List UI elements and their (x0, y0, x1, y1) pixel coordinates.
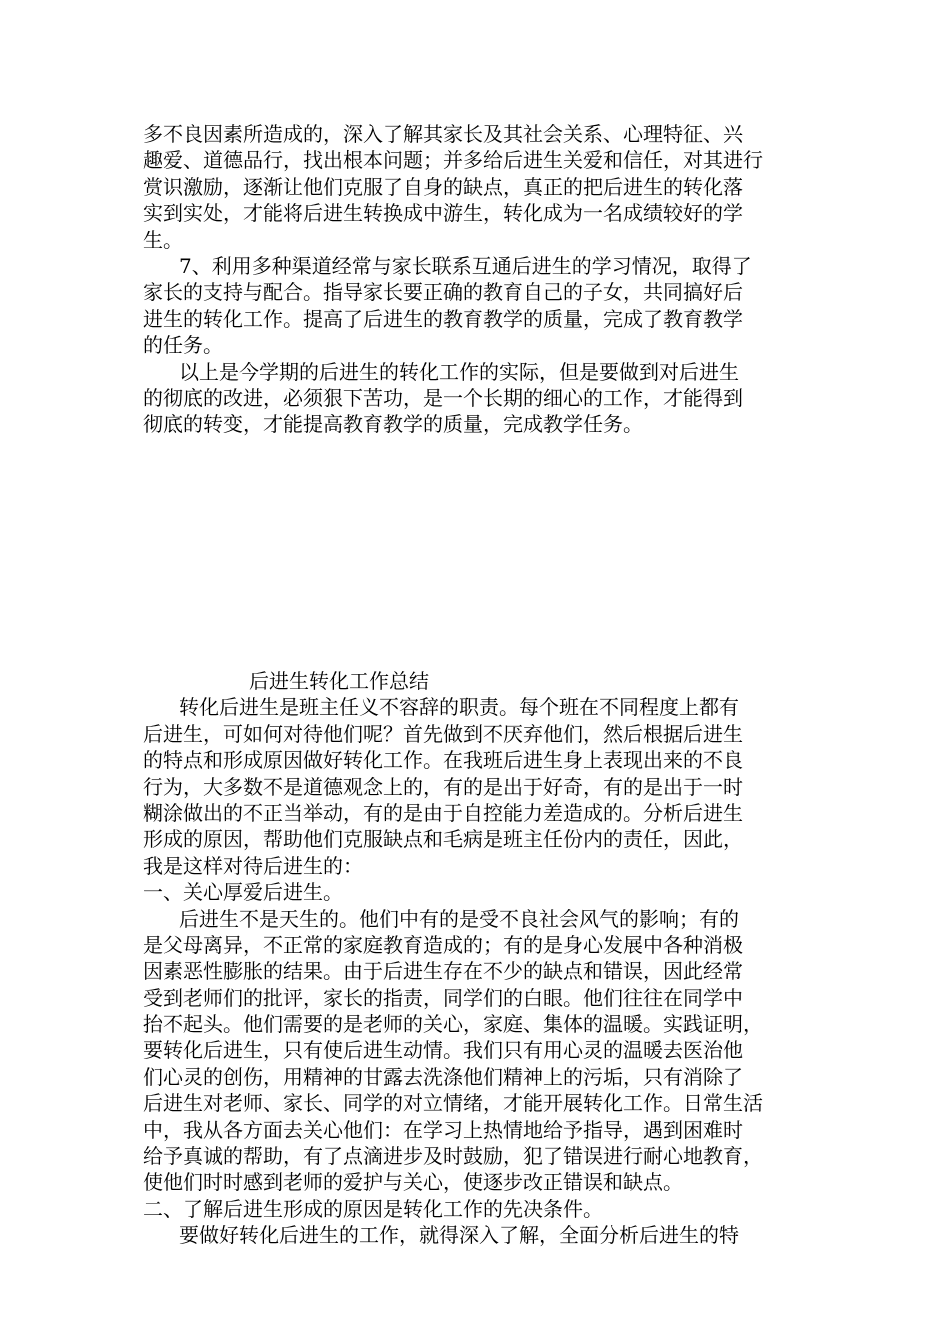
section-previous-continuation (143, 121, 813, 438)
text-line: 要转化后进生，只有使后进生动情。我们只有用心灵的温暖去医治他 (143, 1038, 743, 1063)
document-page (143, 0, 813, 1344)
text-line: 7、利用多种渠道经常与家长联系互通后进生的学习情况，取得了 (179, 253, 752, 278)
text-line: 形成的原因，帮助他们克服缺点和毛病是班主任份内的责任，因此， (143, 827, 743, 852)
text-line: 以上是今学期的后进生的转化工作的实际，但是要做到对后进生 (179, 359, 739, 384)
text-line: 是父母离异，不正常的家庭教育造成的；有的是身心发展中各种消极 (143, 932, 743, 957)
text-line: 的特点和形成原因做好转化工作。在我班后进生身上表现出来的不良 (143, 748, 743, 773)
text-line: 进生的转化工作。提高了后进生的教育教学的质量，完成了教育教学 (143, 306, 743, 331)
heading-line: 一、关心厚爱后进生。 (143, 880, 343, 905)
heading-line: 二、了解后进生形成的原因是转化工作的先决条件。 (143, 1196, 603, 1221)
text-line: 的任务。 (143, 333, 223, 358)
text-line: 彻底的转变，才能提高教育教学的质量，完成教学任务。 (143, 412, 643, 437)
text-line: 因素恶性膨胀的结果。由于后进生存在不少的缺点和错误，因此经常 (143, 959, 743, 984)
text-line: 们心灵的创伤，用精神的甘露去洗涤他们精神上的污垢，只有消除了 (143, 1064, 743, 1089)
text-line: 使他们时时感到老师的爱护与关心，使逐步改正错误和缺点。 (143, 1170, 683, 1195)
text-line: 给予真诚的帮助，有了点滴进步及时鼓励，犯了错误进行耐心地教育， (143, 1144, 763, 1169)
text-line: 趣爱、道德品行，找出根本问题；并多给后进生关爱和信任，对其进行 (143, 148, 763, 173)
text-line: 实到实处，才能将后进生转换成中游生，转化成为一名成绩较好的学 (143, 201, 743, 226)
text-line: 转化后进生是班主任义不容辞的职责。每个班在不同程度上都有 (179, 695, 739, 720)
text-line: 的彻底的改进，必须狠下苦功，是一个长期的细心的工作，才能得到 (143, 385, 743, 410)
section-summary (143, 668, 813, 1249)
text-line: 要做好转化后进生的工作，就得深入了解，全面分析后进生的特 (179, 1223, 739, 1248)
text-line: 赏识激励，逐渐让他们克服了自身的缺点，真正的把后进生的转化落 (143, 174, 743, 199)
text-line: 受到老师们的批评，家长的指责，同学们的白眼。他们往往在同学中 (143, 985, 743, 1010)
text-line: 糊涂做出的不正当举动，有的是由于自控能力差造成的。分析后进生 (143, 800, 743, 825)
text-line: 家长的支持与配合。指导家长要正确的教育自己的子女，共同搞好后 (143, 280, 743, 305)
text-line: 抬不起头。他们需要的是老师的关心，家庭、集体的温暖。实践证明， (143, 1012, 763, 1037)
section-title: 后进生转化工作总结 (249, 669, 429, 693)
text-line: 后进生不是天生的。他们中有的是受不良社会风气的影响；有的 (179, 906, 739, 931)
text-line: 多不良因素所造成的，深入了解其家长及其社会关系、心理特征、兴 (143, 122, 743, 146)
text-line: 我是这样对待后进生的： (143, 853, 363, 878)
text-line: 生。 (143, 227, 183, 252)
text-line: 中，我从各方面去关心他们：在学习上热情地给予指导，遇到困难时 (143, 1117, 743, 1142)
text-line: 行为，大多数不是道德观念上的，有的是出于好奇，有的是出于一时 (143, 774, 743, 799)
text-line: 后进生，可如何对待他们呢？首先做到不厌弃他们，然后根据后进生 (143, 721, 743, 746)
text-line: 后进生对老师、家长、同学的对立情绪，才能开展转化工作。日常生活 (143, 1091, 763, 1116)
